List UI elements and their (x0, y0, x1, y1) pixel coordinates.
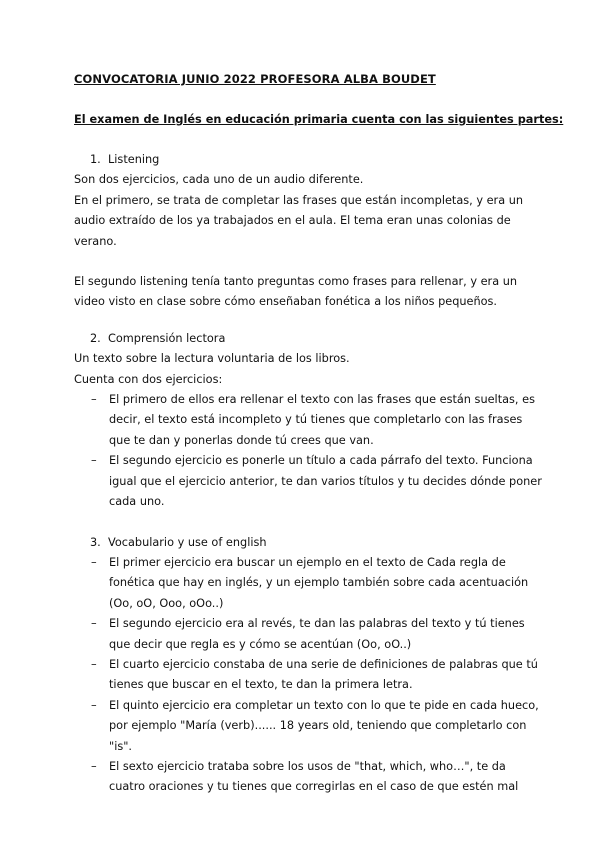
section-heading-vocabulario (74, 533, 544, 553)
list-item: – El cuarto ejercicio constaba de una serie de definiciones de palabras que tú tienes que buscar en el texto, te dan la primera letra. (74, 655, 544, 696)
paragraph: Un texto sobre la lectura voluntaria de los libros. (74, 352, 350, 366)
dash-bullet: – (91, 393, 97, 407)
section-title: Comprensión lectora (108, 331, 226, 345)
dash-bullet: – (91, 698, 97, 712)
paragraph: Son dos ejercicios, cada uno de un audio diferente. (74, 173, 364, 187)
dash-bullet: – (91, 759, 97, 773)
list-item: – El primero de ellos era rellenar el texto con las frases que están sueltas, es decir, el texto está incompleto y tú tienes que completarlo con las frases que te dan y ponerlas donde tú crees que van. (74, 390, 544, 451)
list-item: – El quinto ejercicio era completar un texto con lo que te pide en cada hueco, por ejemplo "María (verb)...... 18 years old, teniendo que completarlo con "is". (74, 696, 544, 757)
spacer (74, 313, 544, 329)
list-item: – El segundo ejercicio era al revés, te dan las palabras del texto y tú tienes que decir que regla es y cómo se acentúan (Oo, oO..) (74, 614, 544, 655)
dash-bullet: – (91, 555, 97, 569)
paragraph: Cuenta con dos ejercicios: (74, 372, 223, 386)
spacer (74, 513, 544, 533)
section-title: Listening (108, 153, 160, 166)
spacer (74, 252, 544, 272)
section-title: Vocabulario y use of english (108, 535, 267, 549)
section-number: 1. (90, 153, 101, 166)
section-number: 3. (90, 535, 101, 549)
document-subtitle: El examen de Inglés en educación primaria cuenta con las siguientes partes: (74, 113, 564, 126)
list-item: – El sexto ejercicio trataba sobre los usos de "that, which, who…", te da cuatro oraciones y tu tienes que corregirlas en el caso de que estén mal (74, 757, 544, 798)
paragraph: El segundo listening tenía tanto preguntas como frases para rellenar, y era un video visto en clase sobre cómo enseñaban fonética a los niños pequeños. (74, 275, 518, 309)
dash-bullet: – (91, 454, 97, 468)
section-heading-listening (74, 150, 544, 170)
section-number: 2. (90, 331, 101, 345)
dash-bullet: – (91, 617, 97, 631)
list-item: – El segundo ejercicio es ponerle un título a cada párrafo del texto. Funciona igual que el ejercicio anterior, te dan varios títulos y tu decides dónde poner cada uno. (74, 451, 544, 512)
document-body (74, 150, 544, 798)
bullet-list (74, 553, 544, 798)
list-item: – El primer ejercicio era buscar un ejemplo en el texto de Cada regla de fonética que hay en inglés, y un ejemplo también sobre cada acentuación (Oo, oO, Ooo, oOo..) (74, 553, 544, 614)
section-heading-comprension-lectora (74, 329, 544, 349)
document-title: CONVOCATORIA JUNIO 2022 PROFESORA ALBA BOUDET (74, 72, 436, 86)
paragraph: En el primero, se trata de completar las frases que están incompletas, y era un audio extraído de los ya trabajados en el aula. El tema eran unas colonias de verano. (74, 193, 524, 248)
bullet-list (74, 390, 544, 512)
dash-bullet: – (91, 657, 97, 671)
